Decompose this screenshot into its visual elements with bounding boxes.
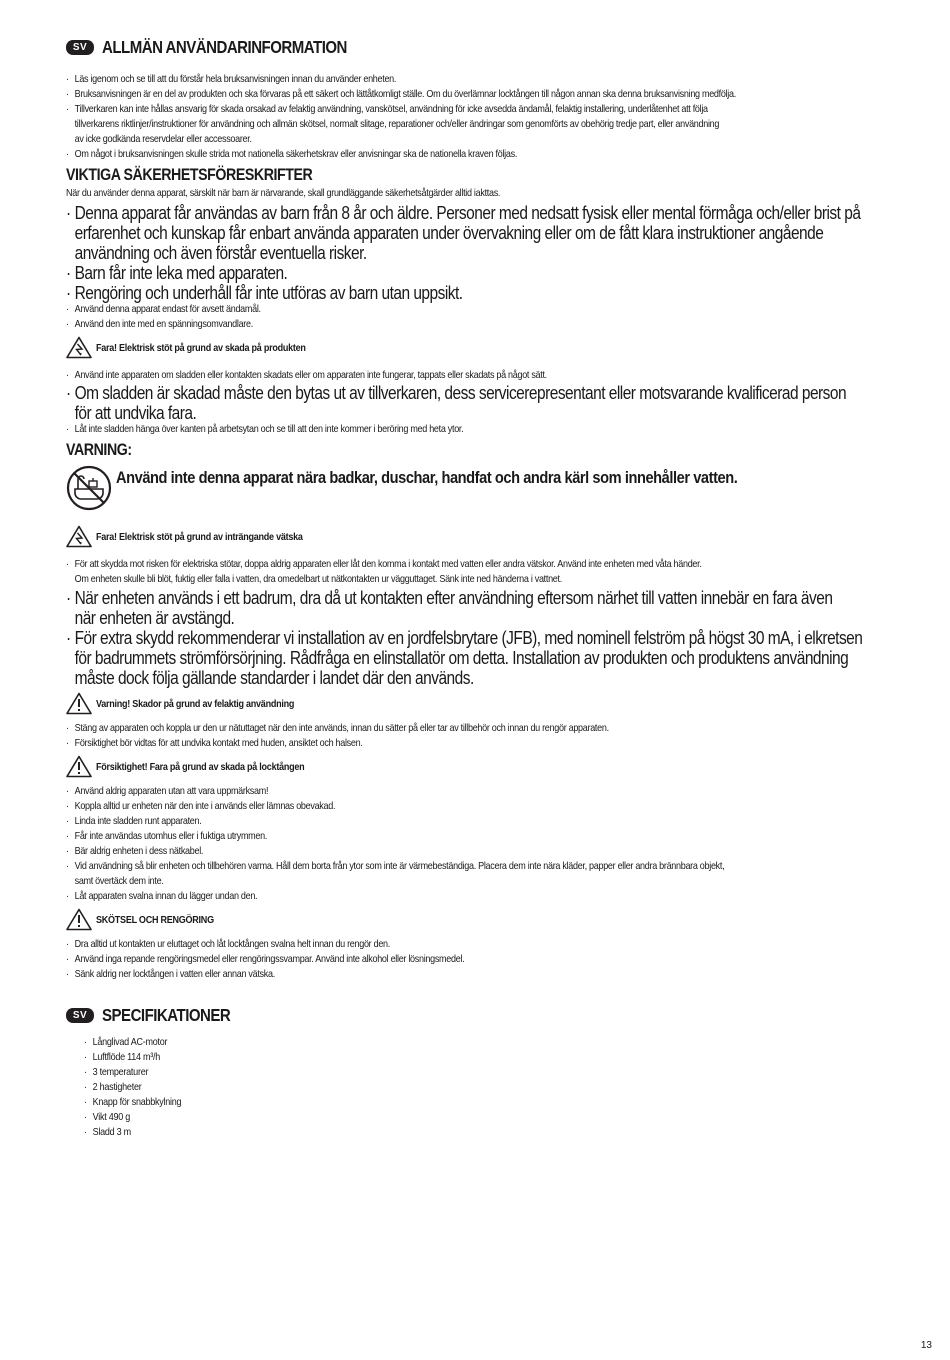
- spec-item: · Luftflöde 114 m³/h: [84, 1051, 161, 1063]
- danger-triangle-icon: [66, 336, 92, 359]
- spec-item: · 2 hastigheter: [84, 1081, 142, 1093]
- danger-triangle-icon: [66, 525, 92, 548]
- no-bathtub-icon: [66, 465, 112, 511]
- varning-title: VARNING:: [66, 441, 132, 459]
- spec-item: · Sladd 3 m: [84, 1126, 131, 1138]
- general-bullet: · Bruksanvisningen är en del av produkten och ska förvaras på ett säkert och lättåtkomligt ställe. Om du överlämnar locktången till någon annan ska denna bruksanvisning medfölja.: [66, 88, 736, 100]
- language-badge: SV: [66, 1008, 94, 1023]
- warning-triangle-icon: [66, 908, 92, 931]
- caution-device-damage: Försiktighet! Fara på grund av skada på locktången: [66, 755, 338, 778]
- care-bullet: · Sänk aldrig ner locktången i vatten eller annan vätska.: [66, 968, 275, 980]
- safety-title: VIKTIGA SÄKERHETSFÖRESKRIFTER: [66, 166, 313, 184]
- safety-large-bullet: · När enheten används i ett badrum, dra då ut kontakten efter användning eftersom närhet till vatten innebär en fara även när enheten är avstängd.: [66, 588, 833, 628]
- safety-bullet: · Använd den inte med en spänningsomvandlare.: [66, 318, 253, 330]
- warning-triangle-icon: [66, 692, 92, 715]
- safety-bullet: · För att skydda mot risken för elektriska stötar, doppa aldrig apparaten eller låt den komma i kontakt med vatten eller andra vätskor. Använd inte enheten med våta händer. Om enheten skulle bli blöt, fuktig eller falla i vatten, dra omedelbart ut nätkontakten ur vägguttaget. Sänk inte ned händerna i vattnet.: [66, 558, 702, 585]
- general-bullet: · Tillverkaren kan inte hållas ansvarig för skada orsakad av felaktig användning, vanskötsel, användning för icke avsedda ändamål, felaktig installering, underlåtenhet att följa tillverkarens riktlinjer/instruktioner för användning och allmän skötsel, normalt slitage, reparationer och/eller ändringar som genomförts av obehörig tredje part, eller användning av icke godkända reservdelar eller accessoarer.: [66, 103, 720, 145]
- general-bullet: · Om något i bruksanvisningen skulle strida mot nationella säkerhetskrav eller anvisningar ska de nationella kraven följas.: [66, 148, 518, 160]
- spec-item: · Knapp för snabbkylning: [84, 1096, 182, 1108]
- caution-bullet: · Vid användning så blir enheten och tillbehören varma. Håll dem borta från ytor som inte är värmebeständiga. Placera dem inte nära kläder, papper eller andra brännbara objekt, samt övertäck dem inte.: [66, 860, 725, 887]
- safety-bullet: · Använd denna apparat endast för avsett ändamål.: [66, 303, 261, 315]
- spec-item: · 3 temperaturer: [84, 1066, 149, 1078]
- section-title: SPECIFIKATIONER: [102, 1004, 231, 1025]
- safety-large-bullet: · Denna apparat får användas av barn från 8 år och äldre. Personer med nedsatt fysisk eller mental förmåga och/eller brist på erfarenhet och kunskap får enbart använda apparaten under övervakning eller om de fått klara instruktioner angående användning och även förstår eventuella risker.: [66, 203, 861, 263]
- general-bullet: · Läs igenom och se till att du förstår hela bruksanvisningen innan du använder enheten.: [66, 73, 397, 85]
- safety-large-bullet: · Barn får inte leka med apparaten.: [66, 263, 288, 283]
- safety-large-bullet: · För extra skydd rekommenderar vi installation av en jordfelsbrytare (JFB), med nominell felström på högst 30 mA, i elkretsen för badrummets strömförsörjning. Rådfråga en elinstallatör om detta. Installation av produkten och produktens användning måste dock följa gällande standarder i landet där den används.: [66, 628, 863, 688]
- varning-text: Använd inte denna apparat nära badkar, duschar, handfat och andra kärl som innehåller vatten.: [116, 468, 738, 487]
- caution-bullet: · Koppla alltid ur enheten när den inte i används eller lämnas obevakad.: [66, 800, 336, 812]
- warning-triangle-icon: [66, 755, 92, 778]
- caution-bullet: · Bär aldrig enheten i dess nätkabel.: [66, 845, 204, 857]
- care-bullet: · Använd inga repande rengöringsmedel eller rengöringssvampar. Använd inte alkohol eller lösningsmedel.: [66, 953, 465, 965]
- safety-large-bullet: · Om sladden är skadad måste den bytas ut av tillverkaren, dess servicerepresentant eller motsvarande kvalificerad person för att undvika fara.: [66, 383, 847, 423]
- warning-electric-damage: Fara! Elektrisk stöt på grund av skada på produkten: [66, 336, 340, 359]
- caution-bullet: · Använd aldrig apparaten utan att vara uppmärksam!: [66, 785, 269, 797]
- safety-bullet: · Försiktighet bör vidtas för att undvika kontakt med huden, ansiktet och halsen.: [66, 737, 363, 749]
- safety-bullet: · Stäng av apparaten och koppla ur den ur nätuttaget när den inte används, innan du sätter på eller tar av tillbehör och innan du rengör apparaten.: [66, 722, 609, 734]
- language-badge: SV: [66, 40, 94, 55]
- section-title: ALLMÄN ANVÄNDARINFORMATION: [102, 36, 347, 57]
- page-number: 13: [920, 1340, 932, 1351]
- spec-item: · Vikt 490 g: [84, 1111, 131, 1123]
- warning-liquid: Fara! Elektrisk stöt på grund av inträngande vätska: [66, 525, 336, 548]
- spec-item: · Långlivad AC-motor: [84, 1036, 168, 1048]
- warning-misuse: Varning! Skador på grund av felaktig användning: [66, 692, 326, 715]
- section-header-specifications: [66, 1004, 251, 1026]
- safety-bullet: · Använd inte apparaten om sladden eller kontakten skadats eller om apparaten inte fungerar, tappats eller skadats på något sätt.: [66, 369, 547, 381]
- caution-bullet: · Låt apparaten svalna innan du lägger undan den.: [66, 890, 258, 902]
- section-header-general: [66, 36, 387, 58]
- caution-bullet: · Får inte användas utomhus eller i fuktiga utrymmen.: [66, 830, 268, 842]
- safety-large-bullet: · Rengöring och underhåll får inte utföras av barn utan uppsikt.: [66, 283, 463, 303]
- safety-intro: När du använder denna apparat, särskilt när barn är närvarande, skall grundläggande säkerhetsåtgärder alltid iakttas.: [66, 187, 501, 199]
- care-bullet: · Dra alltid ut kontakten ur eluttaget och låt locktången svalna helt innan du rengör den.: [66, 938, 390, 950]
- safety-bullet: · Låt inte sladden hänga över kanten på arbetsytan och se till att den inte kommer i beröring med heta ytor.: [66, 423, 464, 435]
- care-cleaning-heading: SKÖTSEL OCH RENGÖRING: [66, 908, 233, 931]
- caution-bullet: · Linda inte sladden runt apparaten.: [66, 815, 202, 827]
